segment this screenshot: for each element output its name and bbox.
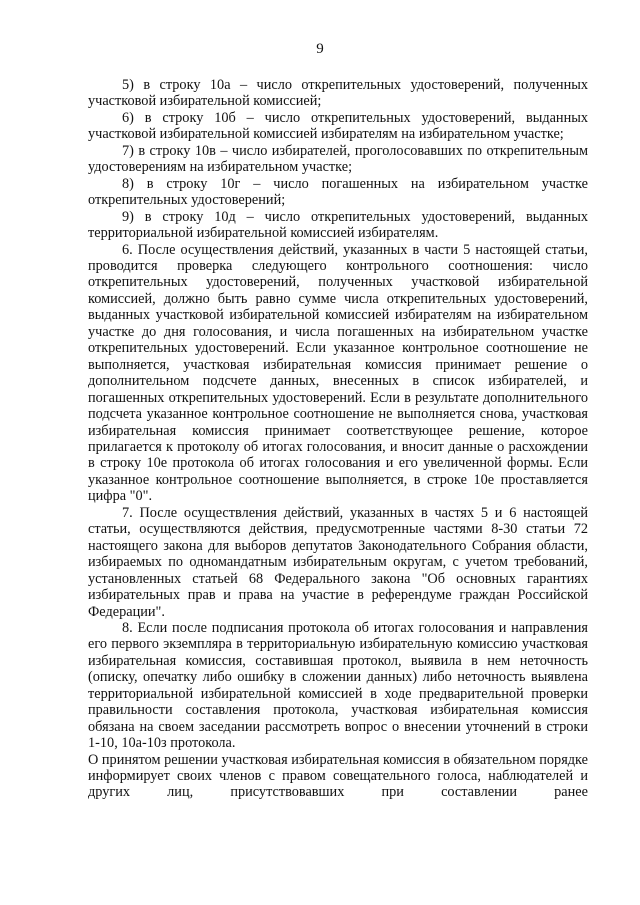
paragraph-part-7: 7. После осуществления действий, указанных в частях 5 и 6 настоящей статьи, осуществляются действия, предусмотренные частями 8-30 статьи 72 настоящего закона для выборов депутатов Законодательного Собрания области, избираемых по одномандатным избирательным округам, с учетом требований, установленных статьей 68 Федерального закона "Об основных гарантиях избирательных прав и права на участие в референдуме граждан Российской Федерации".	[88, 504, 588, 620]
paragraph-item-6: 6) в строку 10б – число открепительных удостоверений, выданных участковой избирательной комиссией избирателям на избирательном участке;	[88, 109, 588, 143]
paragraph-part-8: 8. Если после подписания протокола об итогах голосования и направления его первого экземпляра в территориальную избирательную комиссию участковая избирательная комиссия, составившая протокол, выявила в нем неточность (описку, опечатку либо ошибку в сложении данных) либо неточность выявлена территориальной избирательной комиссией в ходе предварительной проверки правильности составления протокола, участковая избирательная комиссия обязана на своем заседании рассмотреть вопрос о внесении уточнений в строки 1-10, 10а-10з протокола.	[88, 619, 588, 752]
paragraph-item-5: 5) в строку 10а – число открепительных удостоверений, полученных участковой избирательной комиссией;	[88, 77, 588, 110]
paragraph-part-6: 6. После осуществления действий, указанных в части 5 настоящей статьи, проводится проверка следующего контрольного соотношения: число открепительных удостоверений, полученных участковой избирательной комиссией, должно быть равно сумме числа открепительных удостоверений, выданных участковой избирательной комиссией избирателям на избирательном участке до дня голосования, и числа погашенных на избирательном участке открепительных удостоверений. Если указанное контрольное соотношение не выполняется, участковая избирательная комиссия принимает решение о дополнительном подсчете данных, внесенных в список избирателей, и погашенных открепительных удостоверений. Если в результате дополнительного подсчета указанное контрольное соотношение не выполняется снова, участковая избирательная комиссия принимает соответствующее решение, которое прилагается к протоколу об итогах голосования, и вносит данные о расхождении в строку 10е протокола об итогах голосования и его увеличенной формы. Если указанное контрольное соотношение выполняется, в строке 10е проставляется цифра "0".	[88, 241, 588, 505]
paragraph-continuation: О принятом решении участковая избирательная комиссия в обязательном порядке информирует своих членов с правом совещательного голоса, наблюдателей и других лиц, присутствовавших при составлении ранее	[88, 751, 588, 801]
paragraph-item-7: 7) в строку 10в – число избирателей, проголосовавших по открепительным удостоверениям на избирательном участке;	[88, 142, 588, 176]
paragraph-item-9: 9) в строку 10д – число открепительных удостоверений, выданных территориальной избирательной комиссией избирателям.	[88, 208, 588, 242]
paragraph-item-8: 8) в строку 10г – число погашенных на избирательном участке открепительных удостоверений;	[88, 175, 588, 209]
page-number: 9	[316, 41, 324, 57]
document-body	[88, 77, 588, 801]
